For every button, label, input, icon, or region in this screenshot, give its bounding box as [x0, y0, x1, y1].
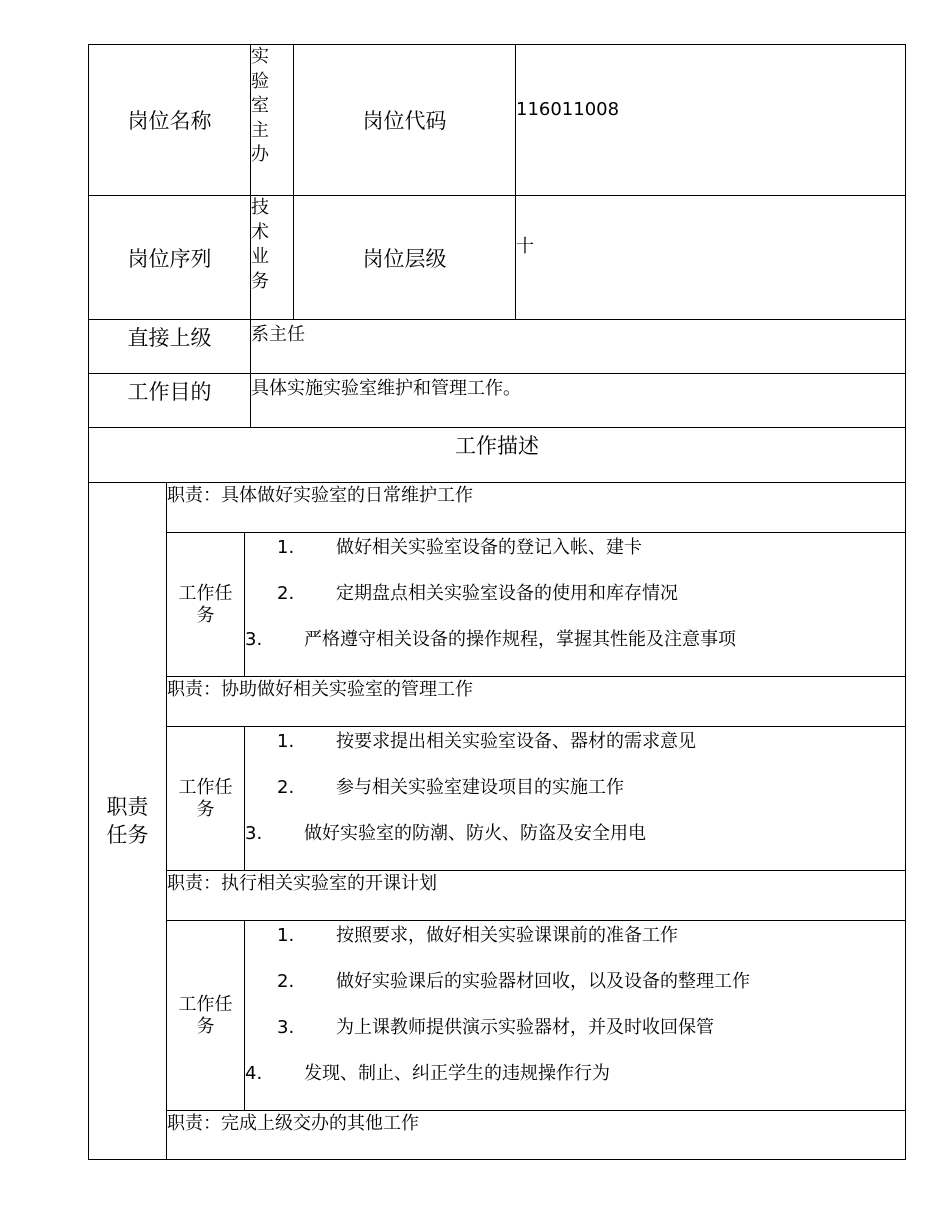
task-2-1-num: 1. — [277, 731, 295, 752]
job-description-table — [88, 44, 906, 1160]
task-3-1-text: 按照要求，做好相关实验课课前的准备工作 — [336, 925, 678, 946]
task-2-2 — [277, 775, 624, 801]
task-label-3 — [166, 920, 245, 1111]
post-name-label-text: 岗位名称 — [127, 109, 212, 133]
duties-label-line2: 任务 — [106, 823, 149, 847]
task-1-1-text: 做好相关实验室设备的登记入帐、建卡 — [336, 537, 642, 558]
task-2-3-text: 做好实验室的防潮、防火、防盗及安全用电 — [304, 823, 646, 844]
post-code-label-text: 岗位代码 — [362, 109, 447, 133]
task-label-1 — [166, 532, 245, 677]
post-name-value — [250, 44, 294, 196]
task-list-1 — [244, 532, 906, 677]
duty-title-4-text: 职责：完成上级交办的其他工作 — [167, 1113, 419, 1134]
duty-title-2-text: 职责：协助做好相关实验室的管理工作 — [167, 679, 473, 700]
task-3-4 — [245, 1061, 610, 1087]
task-1-2 — [277, 581, 678, 607]
post-level-value — [515, 195, 906, 320]
task-1-3-text: 严格遵守相关设备的操作规程，掌握其性能及注意事项 — [304, 629, 736, 650]
superior-value — [250, 319, 906, 374]
purpose-value-text: 具体实施实验室维护和管理工作。 — [251, 378, 521, 399]
task-1-1-num: 1. — [277, 537, 295, 558]
task-2-3 — [245, 821, 646, 847]
description-title-text: 工作描述 — [455, 434, 539, 458]
task-3-3-num: 3. — [277, 1017, 295, 1038]
duty-title-4 — [166, 1110, 906, 1160]
task-1-3-num: 3. — [245, 629, 263, 650]
post-code-value-text: 116011008 — [516, 99, 620, 120]
task-1-2-num: 2. — [277, 583, 295, 604]
task-label-1-text: 工作任务 — [178, 582, 233, 626]
task-3-1-num: 1. — [277, 925, 295, 946]
post-name-value-text: 实验室主办 — [251, 46, 269, 165]
superior-label-text: 直接上级 — [127, 326, 212, 350]
task-2-2-num: 2. — [277, 777, 295, 798]
duty-title-3-text: 职责：执行相关实验室的开课计划 — [167, 873, 437, 894]
task-2-2-text: 参与相关实验室建设项目的实施工作 — [336, 777, 624, 798]
post-level-label — [293, 195, 516, 320]
task-3-2-num: 2. — [277, 971, 295, 992]
task-3-4-num: 4. — [245, 1063, 263, 1084]
post-series-value-text: 技术业务 — [251, 197, 269, 292]
task-3-2 — [277, 969, 750, 995]
task-3-4-text: 发现、制止、纠正学生的违规操作行为 — [304, 1063, 610, 1084]
duty-title-3 — [166, 870, 906, 921]
task-3-3 — [277, 1015, 714, 1041]
post-level-value-text: 十 — [516, 236, 534, 257]
task-label-2 — [166, 726, 245, 871]
duty-title-1 — [166, 482, 906, 533]
task-list-2 — [244, 726, 906, 871]
post-code-value — [515, 44, 906, 196]
task-1-1 — [277, 535, 642, 561]
task-3-3-text: 为上课教师提供演示实验器材，并及时收回保管 — [336, 1017, 714, 1038]
task-2-3-num: 3. — [245, 823, 263, 844]
description-title — [88, 427, 906, 483]
purpose-value — [250, 373, 906, 428]
post-series-label-text: 岗位序列 — [127, 246, 212, 271]
task-1-3 — [245, 627, 736, 653]
purpose-label — [88, 373, 251, 428]
duties-label — [88, 482, 167, 1160]
task-2-1-text: 按要求提出相关实验室设备、器材的需求意见 — [336, 731, 696, 752]
purpose-label-text: 工作目的 — [127, 380, 212, 404]
superior-value-text: 系主任 — [251, 324, 305, 345]
task-label-2-text: 工作任务 — [178, 776, 233, 820]
duty-title-1-text: 职责：具体做好实验室的日常维护工作 — [167, 485, 473, 506]
duty-title-2 — [166, 676, 906, 727]
post-name-label — [88, 44, 251, 196]
post-code-label — [293, 44, 516, 196]
task-1-2-text: 定期盘点相关实验室设备的使用和库存情况 — [336, 583, 678, 604]
superior-label — [88, 319, 251, 374]
task-list-3 — [244, 920, 906, 1111]
post-series-label — [88, 195, 251, 320]
task-label-3-text: 工作任务 — [178, 993, 233, 1037]
task-2-1 — [277, 729, 696, 755]
duties-label-line1: 职责 — [106, 795, 149, 819]
post-level-label-text: 岗位层级 — [362, 246, 447, 271]
post-series-value — [250, 195, 294, 320]
task-3-1 — [277, 923, 678, 949]
task-3-2-text: 做好实验课后的实验器材回收，以及设备的整理工作 — [336, 971, 750, 992]
